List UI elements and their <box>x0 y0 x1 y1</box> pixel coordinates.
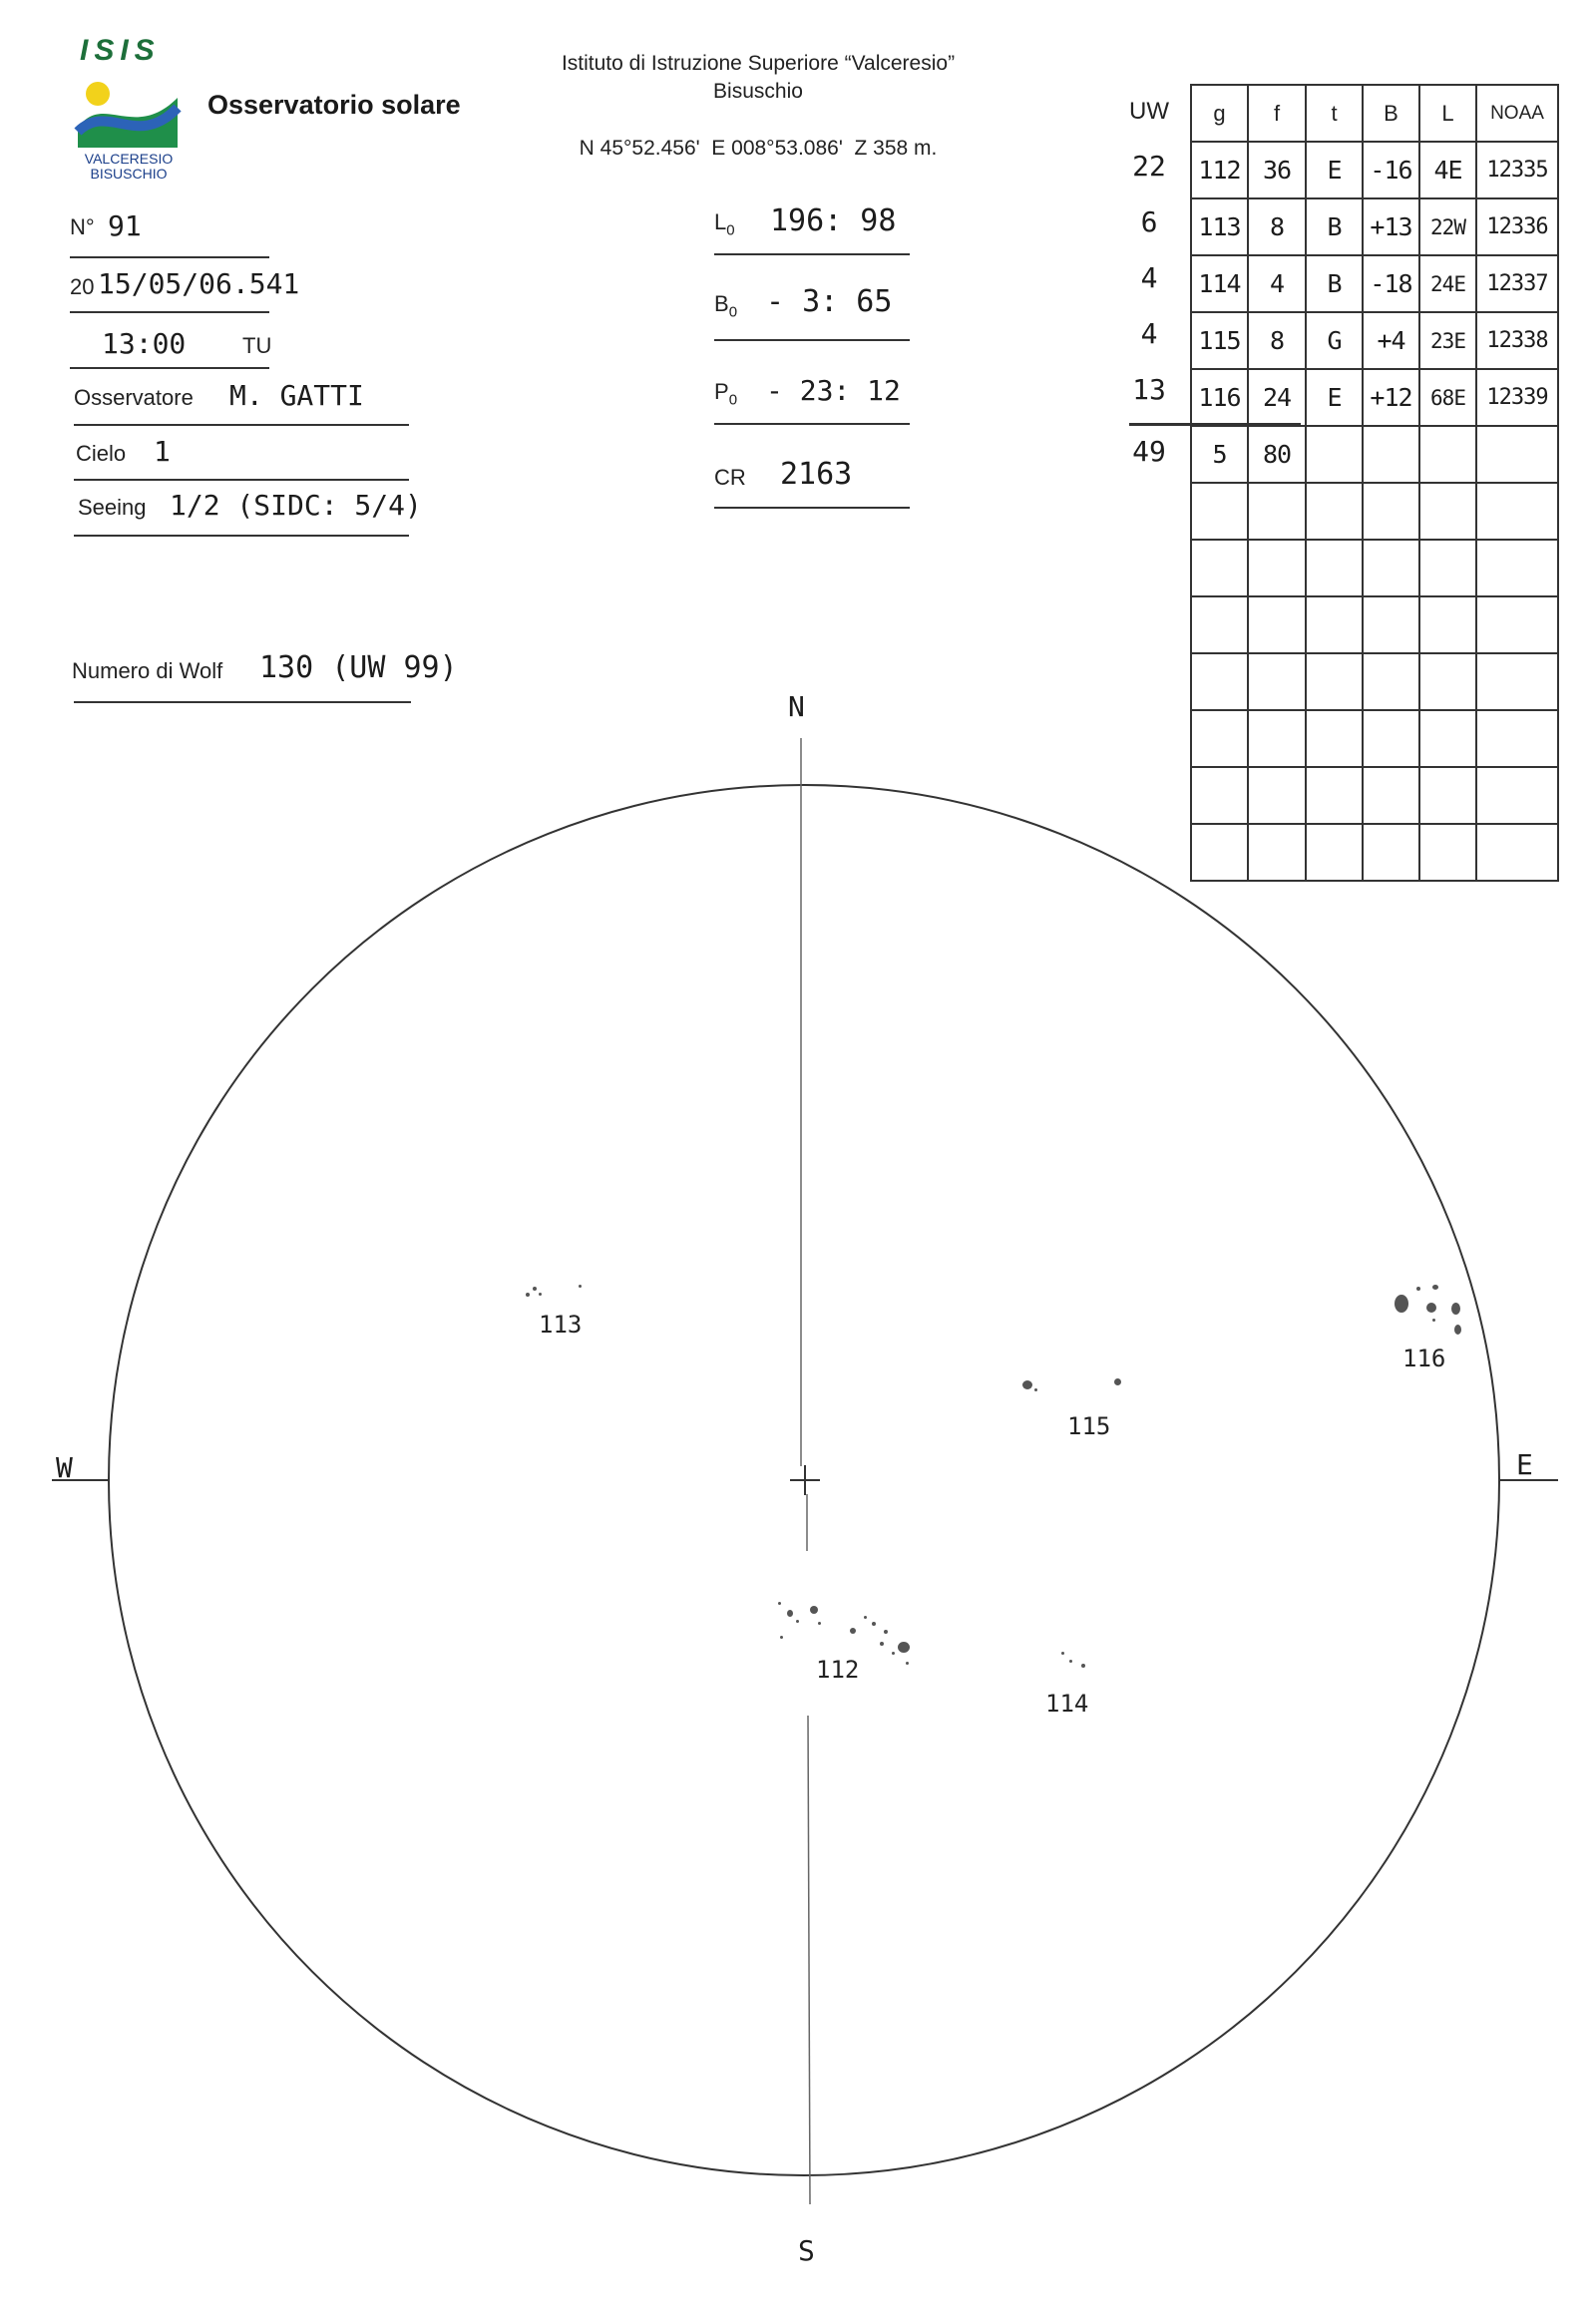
table-row <box>1191 596 1558 653</box>
empty-cell <box>1306 767 1363 824</box>
sunspot <box>1451 1303 1460 1315</box>
sunspot <box>864 1616 867 1619</box>
p0-value: - 23: 12 <box>766 374 901 407</box>
empty-cell <box>1306 540 1363 596</box>
empty-cell <box>1419 483 1476 540</box>
sunspot <box>1069 1660 1072 1663</box>
cell-g: 113 <box>1191 198 1248 255</box>
sunspot <box>884 1630 888 1634</box>
col-header-g: g <box>1191 85 1248 142</box>
p0-underline <box>714 423 910 425</box>
sunspot <box>1114 1378 1121 1385</box>
empty-cell <box>1476 483 1558 540</box>
cell-b: -16 <box>1363 142 1419 198</box>
cell-g: 114 <box>1191 255 1248 312</box>
empty-cell <box>1248 767 1306 824</box>
empty-cell <box>1363 653 1419 710</box>
table-row <box>1191 824 1558 881</box>
number-underline <box>70 256 269 258</box>
sunspot <box>1034 1388 1037 1391</box>
date-value: 15/05/06.541 <box>98 267 300 300</box>
number-label: N° <box>70 214 95 239</box>
cell-f: 8 <box>1248 312 1306 369</box>
empty-cell <box>1419 710 1476 767</box>
empty-cell <box>1306 483 1363 540</box>
empty-cell <box>1191 710 1248 767</box>
empty-cell <box>1248 540 1306 596</box>
sunspot <box>850 1628 856 1634</box>
cell-g: 115 <box>1191 312 1248 369</box>
institute-name: Istituto di Istruzione Superiore “Valceresio” <box>561 52 956 75</box>
empty-cell <box>1306 653 1363 710</box>
table-row <box>1191 426 1558 483</box>
col-header-t: t <box>1306 85 1363 142</box>
sunspot <box>780 1636 783 1639</box>
empty-cell <box>1191 483 1248 540</box>
sunspot <box>579 1285 582 1288</box>
table-row <box>1191 312 1558 369</box>
cell-b <box>1363 426 1419 483</box>
empty-cell <box>1248 824 1306 881</box>
sunspot <box>892 1652 895 1655</box>
empty-cell <box>1191 824 1248 881</box>
empty-cell <box>1363 710 1419 767</box>
date-underline <box>70 311 269 313</box>
south-label: S <box>798 2234 815 2267</box>
group-label-115: 115 <box>1067 1412 1111 1440</box>
empty-cell <box>1191 653 1248 710</box>
sunspot <box>539 1293 542 1296</box>
empty-cell <box>1419 653 1476 710</box>
empty-cell <box>1419 824 1476 881</box>
uw-header: UW <box>1129 98 1169 125</box>
solar-disk <box>109 785 1499 2175</box>
wolf-value: 130 (UW 99) <box>259 650 458 685</box>
cell-t: E <box>1306 369 1363 426</box>
cell-t: E <box>1306 142 1363 198</box>
sunspot <box>778 1602 781 1605</box>
col-header-b: B <box>1363 85 1419 142</box>
uw-value: 22 <box>1132 150 1166 183</box>
empty-cell <box>1363 596 1419 653</box>
cell-t <box>1306 426 1363 483</box>
uw-total: 49 <box>1132 435 1166 468</box>
cell-noaa: 12339 <box>1476 369 1558 426</box>
cell-f: 24 <box>1248 369 1306 426</box>
empty-cell <box>1476 767 1558 824</box>
cell-f: 8 <box>1248 198 1306 255</box>
b0-value: - 3: 65 <box>766 284 893 319</box>
sunspot <box>1432 1319 1435 1322</box>
cell-l: 22W <box>1419 198 1476 255</box>
sunspot <box>1022 1380 1032 1389</box>
empty-cell <box>1476 540 1558 596</box>
table-row <box>1191 540 1558 596</box>
observer-value: M. GATTI <box>229 379 364 412</box>
cr-value: 2163 <box>780 457 853 492</box>
col-header-f: f <box>1248 85 1306 142</box>
empty-cell <box>1476 710 1558 767</box>
empty-cell <box>1191 540 1248 596</box>
institute-town: Bisuschio <box>713 80 803 103</box>
sunspot <box>787 1610 793 1617</box>
cell-noaa: 12335 <box>1476 142 1558 198</box>
sunspot <box>526 1293 530 1297</box>
logo-text: ISIS <box>80 34 161 67</box>
cell-f: 36 <box>1248 142 1306 198</box>
empty-cell <box>1476 653 1558 710</box>
table-row <box>1191 198 1558 255</box>
empty-cell <box>1248 710 1306 767</box>
logo-line1: VALCERESIO <box>84 151 174 167</box>
seeing-value: 1/2 (SIDC: 5/4) <box>170 489 422 522</box>
table-row <box>1191 255 1558 312</box>
cell-noaa: 12337 <box>1476 255 1558 312</box>
sunspot <box>1432 1285 1438 1290</box>
sunspot <box>533 1287 537 1291</box>
wolf-underline <box>74 701 411 703</box>
cr-underline <box>714 507 910 509</box>
sunspot <box>898 1642 910 1653</box>
table-row <box>1191 767 1558 824</box>
cell-g: 112 <box>1191 142 1248 198</box>
cell-noaa: 12338 <box>1476 312 1558 369</box>
page-title: Osservatorio solare <box>207 90 461 120</box>
axis-south <box>808 1716 810 2204</box>
time-unit: TU <box>242 333 272 358</box>
group-label-112: 112 <box>816 1656 860 1684</box>
sunspot <box>1454 1325 1461 1335</box>
cell-b: +12 <box>1363 369 1419 426</box>
empty-cell <box>1306 824 1363 881</box>
group-label-113: 113 <box>539 1311 583 1339</box>
east-label: E <box>1516 1448 1533 1481</box>
empty-cell <box>1191 596 1248 653</box>
empty-cell <box>1191 767 1248 824</box>
sunspot <box>1081 1664 1085 1668</box>
cell-l: 68E <box>1419 369 1476 426</box>
empty-cell <box>1476 596 1558 653</box>
cell-noaa <box>1476 426 1558 483</box>
l0-value: 196: 98 <box>770 203 897 238</box>
empty-cell <box>1248 596 1306 653</box>
group-label-114: 114 <box>1045 1690 1089 1718</box>
observer-underline <box>74 424 409 426</box>
table-row <box>1191 142 1558 198</box>
empty-cell <box>1419 596 1476 653</box>
cell-f: 4 <box>1248 255 1306 312</box>
empty-cell <box>1363 767 1419 824</box>
group-label-116: 116 <box>1402 1345 1446 1372</box>
sunspot <box>1416 1287 1420 1291</box>
north-label: N <box>788 690 805 723</box>
group-table <box>1190 84 1559 882</box>
cell-g: 116 <box>1191 369 1248 426</box>
number-value: 91 <box>108 209 142 242</box>
table-row <box>1191 483 1558 540</box>
sunspot <box>796 1620 799 1623</box>
sunspot <box>818 1622 821 1625</box>
logo <box>74 34 184 182</box>
date-prefix: 20 <box>70 274 95 299</box>
seeing-label: Seeing <box>78 495 147 520</box>
sunspot <box>880 1642 884 1646</box>
logo-emblem-icon <box>74 72 184 152</box>
uw-value: 6 <box>1140 205 1158 238</box>
p0-label: $P_0$ <box>714 379 738 409</box>
cell-t: B <box>1306 198 1363 255</box>
observer-label: Osservatore <box>74 385 194 410</box>
sky-value: 1 <box>154 435 171 468</box>
uw-value: 4 <box>1140 317 1158 350</box>
cell-b: -18 <box>1363 255 1419 312</box>
b0-label: $B_0$ <box>714 291 738 321</box>
cell-f: 80 <box>1248 426 1306 483</box>
empty-cell <box>1419 767 1476 824</box>
cell-t: G <box>1306 312 1363 369</box>
sunspot <box>1395 1295 1408 1313</box>
seeing-underline <box>74 535 409 537</box>
table-row <box>1191 369 1558 426</box>
uw-value: 13 <box>1132 373 1166 406</box>
col-header-l: L <box>1419 85 1476 142</box>
cell-l: 4E <box>1419 142 1476 198</box>
sunspot <box>906 1662 909 1665</box>
logo-line2: BISUSCHIO <box>90 166 168 182</box>
l0-underline <box>714 253 910 255</box>
cell-l: 23E <box>1419 312 1476 369</box>
empty-cell <box>1306 596 1363 653</box>
empty-cell <box>1248 483 1306 540</box>
cell-t: B <box>1306 255 1363 312</box>
sunspot <box>1426 1303 1436 1313</box>
cell-g: 5 <box>1191 426 1248 483</box>
b0-underline <box>714 339 910 341</box>
empty-cell <box>1363 824 1419 881</box>
cell-noaa: 12336 <box>1476 198 1558 255</box>
time-value: 13:00 <box>102 327 187 360</box>
l0-label: $L_0$ <box>714 209 735 239</box>
col-header-noaa: NOAA <box>1476 85 1558 142</box>
cell-b: +4 <box>1363 312 1419 369</box>
table-row <box>1191 710 1558 767</box>
empty-cell <box>1363 540 1419 596</box>
sunspot <box>810 1606 818 1614</box>
table-row <box>1191 653 1558 710</box>
empty-cell <box>1248 653 1306 710</box>
sky-label: Cielo <box>76 441 127 466</box>
empty-cell <box>1476 824 1558 881</box>
empty-cell <box>1363 483 1419 540</box>
cell-l: 24E <box>1419 255 1476 312</box>
sunspot <box>872 1622 876 1626</box>
empty-cell <box>1306 710 1363 767</box>
time-underline <box>70 367 269 369</box>
cr-label: CR <box>714 465 746 490</box>
west-label: W <box>56 1451 73 1484</box>
sunspot <box>1061 1652 1064 1655</box>
uw-value: 4 <box>1140 261 1158 294</box>
cell-b: +13 <box>1363 198 1419 255</box>
empty-cell <box>1419 540 1476 596</box>
cell-l <box>1419 426 1476 483</box>
table-header-row <box>1191 85 1558 142</box>
wolf-label: Numero di Wolf <box>72 658 223 683</box>
institute-coords: N 45°52.456' E 008°53.086' Z 358 m. <box>579 137 938 160</box>
sky-underline <box>74 479 409 481</box>
